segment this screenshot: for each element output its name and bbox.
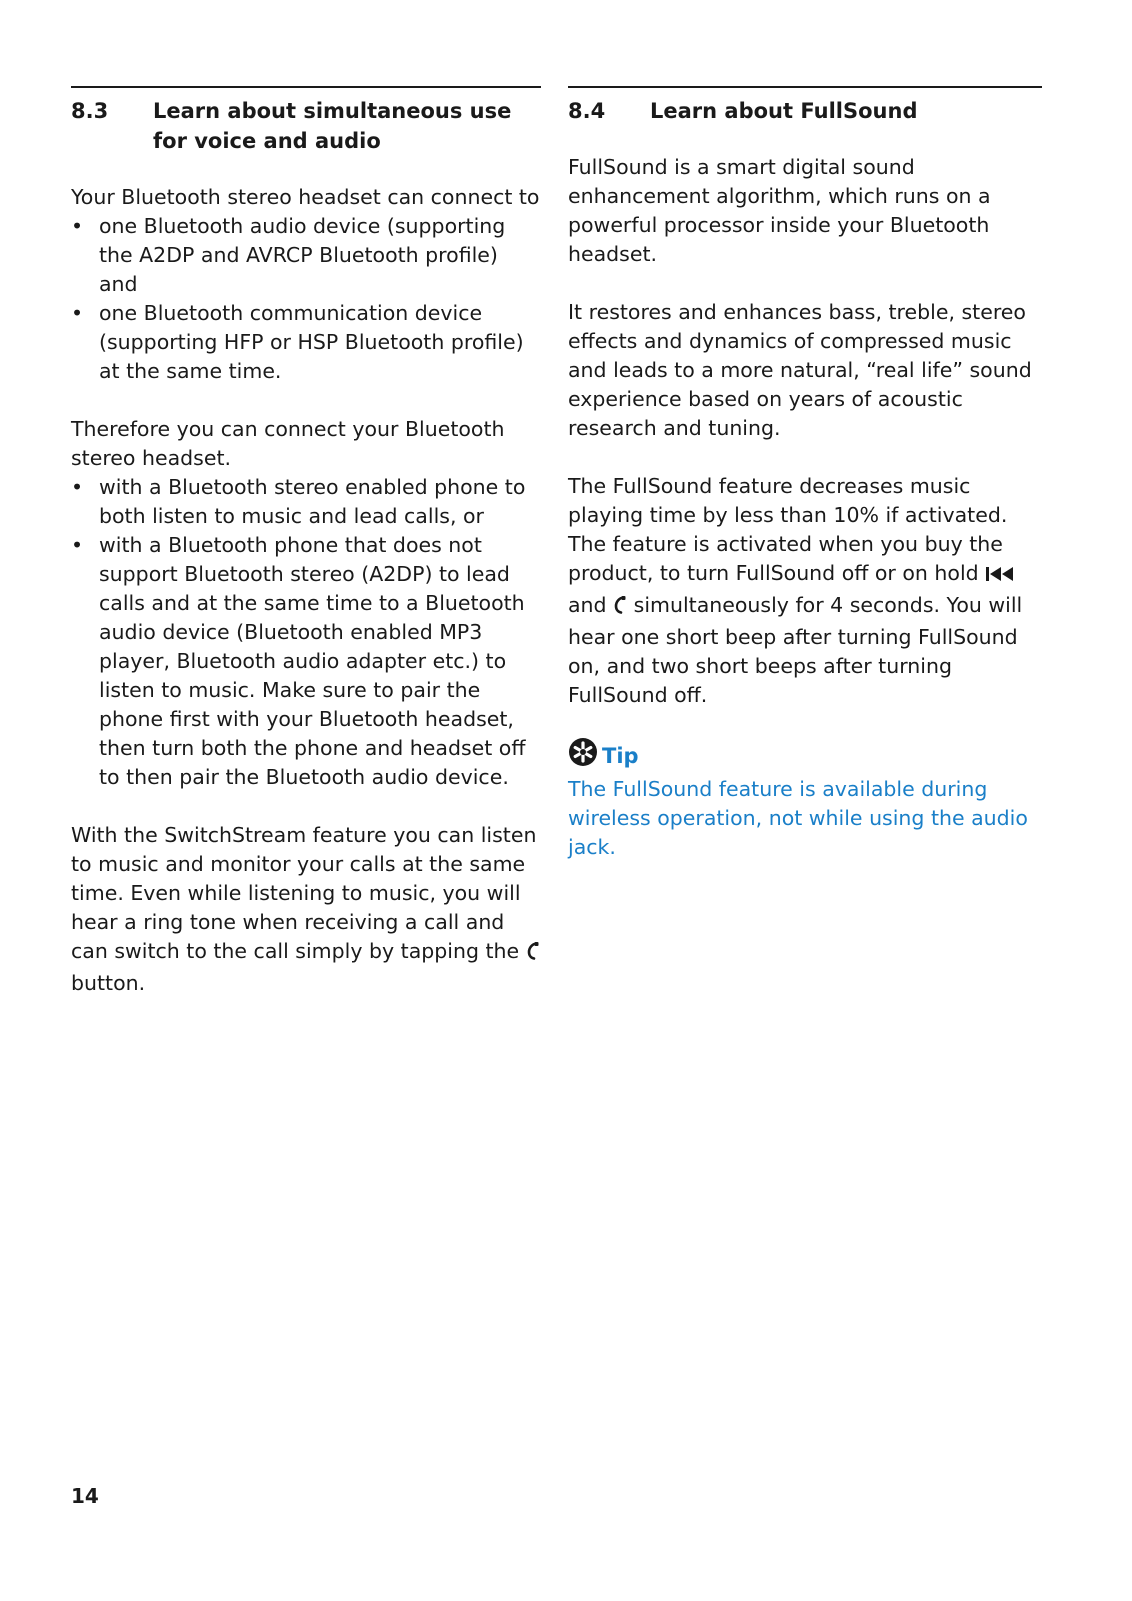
connection-bullet-list [71, 473, 541, 792]
switchstream-paragraph [71, 821, 541, 998]
tip-label: Tip [602, 744, 639, 768]
paragraph: It restores and enhances bass, treble, stereo effects and dynamics of compressed music and leads to a more natural, “real life” sound experience based on years of acoustic research and tuning. [568, 300, 1032, 440]
tip-text: The FullSound feature is available during wireless operation, not while using the audio jack. [568, 777, 1028, 859]
tip-heading [568, 737, 1042, 775]
intro-paragraph: Your Bluetooth stereo headset can connect to [71, 185, 540, 209]
tip-box [568, 737, 1042, 862]
paragraph: FullSound is a smart digital sound enhancement algorithm, which runs on a powerful processor inside your Bluetooth headset. [568, 155, 991, 266]
list-item: • with a Bluetooth phone that does not support Bluetooth stereo (A2DP) to lead calls and at the same time to a Bluetooth audio device (Bluetooth enabled MP3 player, Bluetooth audio adapter etc.) to listen to music. Make sure to pair the phone first with your Bluetooth headset, then turn both the phone and headset off to then pair the Bluetooth audio device. [71, 531, 541, 792]
phone-handset-icon [526, 940, 540, 969]
section-heading-8-4 [568, 96, 1042, 126]
paragraph: Therefore you can connect your Bluetooth stereo headset. [71, 417, 505, 470]
left-column [71, 86, 541, 998]
section-title: Learn about FullSound [650, 99, 918, 123]
device-bullet-list [71, 212, 541, 386]
paragraph-text: With the SwitchStream feature you can listen to music and monitor your calls at the same time. Even while listening to music, you will hear a ring tone when receiving a call and can switch to the call simply by tapping the [71, 823, 537, 963]
list-item: • one Bluetooth audio device (supporting the A2DP and AVRCP Bluetooth profile) and [71, 212, 541, 299]
fullsound-toggle-paragraph [568, 472, 1042, 710]
list-item: • one Bluetooth communication device (supporting HFP or HSP Bluetooth profile) at the same time. [71, 299, 541, 386]
list-item: • with a Bluetooth stereo enabled phone to both listen to music and lead calls, or [71, 473, 541, 531]
section-heading-8-3 [71, 96, 541, 156]
paragraph-text: simultaneously for 4 seconds. You will hear one short beep after turning FullSound on, and two short beeps after turning FullSound off. [568, 593, 1023, 707]
section-number: 8.4 [568, 99, 606, 123]
paragraph-text: The FullSound feature decreases music playing time by less than 10% if activated. The feature is activated when you buy the product, to turn FullSound off or on hold [568, 474, 1008, 585]
section-title: Learn about simultaneous use for voice and audio [153, 99, 512, 153]
section-number: 8.3 [71, 99, 109, 123]
tip-asterisk-icon [568, 737, 602, 775]
paragraph-text: and [568, 593, 607, 617]
previous-track-icon [985, 562, 1015, 591]
paragraph-text: button. [71, 971, 146, 995]
right-column [568, 86, 1042, 862]
phone-handset-icon [613, 594, 627, 623]
page-number: 14 [71, 1484, 99, 1508]
